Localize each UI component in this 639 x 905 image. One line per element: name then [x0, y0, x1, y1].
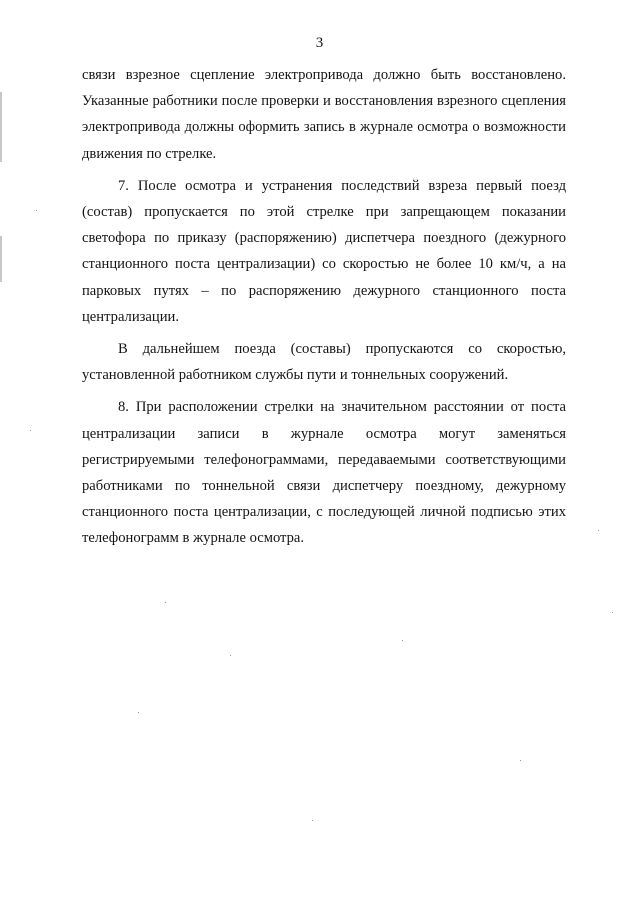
scan-speck — [36, 210, 37, 211]
scan-edge-mark — [0, 236, 2, 282]
paragraph-continuation: связи взрезное сцепление электропривода должно быть восстановлено. Указанные работники после проверки и восстановления взрезного сцепления электропривода должны оформить запись в журнале осмотра о возможности движения по стрелке. — [82, 67, 566, 162]
scan-speck — [30, 430, 31, 431]
scan-speck — [402, 640, 403, 641]
scan-speck — [312, 820, 313, 821]
page-number: 3 — [315, 35, 324, 51]
scan-speck — [520, 760, 521, 761]
document-body — [82, 62, 566, 552]
paragraph-item-8: 8. При расположении стрелки на значительном расстоянии от поста централизации записи в журнале осмотра могут заменяться регистрируемыми телефонограммами, передаваемыми соответствующими работниками по тоннельной связи диспетчеру поездному, дежурному станционного поста централизации, с последующей личной подписью этих телефонограмм в журнале осмотра. — [82, 399, 566, 547]
scan-speck — [612, 612, 613, 613]
scan-speck — [230, 655, 231, 656]
paragraph-speed-note: В дальнейшем поезда (составы) пропускаются со скоростью, установленной работником службы пути и тоннельных сооружений. — [82, 341, 566, 384]
scan-speck — [138, 712, 139, 713]
scan-speck — [165, 602, 166, 603]
paragraph-item-7: 7. После осмотра и устранения последствий взреза первый поезд (состав) пропускается по этой стрелке при запрещающем показании светофора по приказу (распоряжению) диспетчера поездного (дежурного станционного поста централизации) со скоростью не более 10 км/ч, а на парковых путях – по распоряжению дежурного станционного поста централизации. — [82, 177, 566, 325]
scan-edge-mark — [0, 92, 2, 162]
scan-speck — [598, 530, 599, 531]
